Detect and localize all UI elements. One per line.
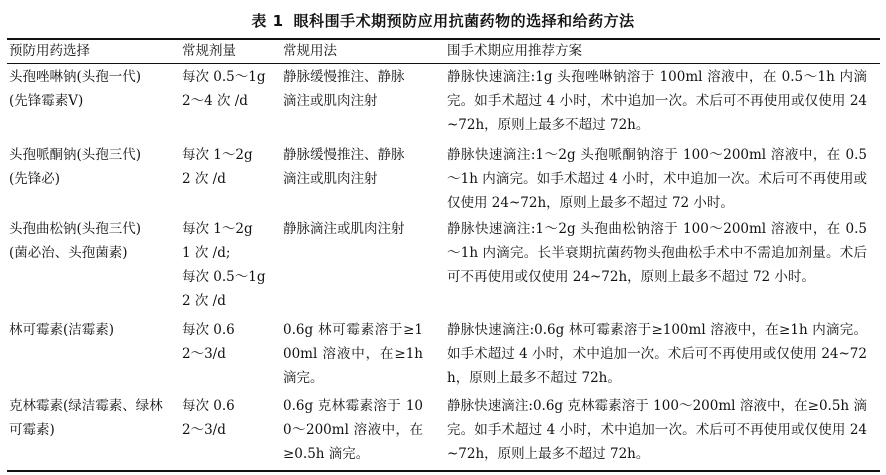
table-caption: 眼科围手术期预防应用抗菌药物的选择和给药方法 <box>293 12 635 30</box>
drug-cell: 头孢曲松钠(头孢三代) (菌必治、头孢菌素) <box>9 221 142 261</box>
table-title <box>0 12 886 30</box>
header-usage: 常规用法 <box>283 43 337 59</box>
header-dose: 常规剂量 <box>182 43 236 59</box>
dose-cell: 每次 1～2g 2 次 /d <box>182 147 253 187</box>
usage-cell: 0.6g 克林霉素溶于 100～200ml 溶液中，在≥0.5h 滴完。 <box>283 398 423 462</box>
header-scheme: 围手术期应用推荐方案 <box>447 43 582 59</box>
dose-cell: 每次 0.6 2～3/d <box>182 322 235 362</box>
dose-cell: 每次 1～2g 1 次 /d; 每次 0.5～1g 2 次 /d <box>182 221 266 309</box>
drug-cell: 克林霉素(绿洁霉素、绿林可霉素) <box>9 398 163 438</box>
dose-cell: 每次 0.6 2～3/d <box>182 398 235 438</box>
scheme-cell: 静脉快速滴注:0.6g 林可霉素溶于≥100ml 溶液中，在≥1h 内滴完。如手术超过 4 小时，术中追加一次。术后可不再使用或仅使用 24~72h，原则上最多不超过 72h。 <box>447 322 867 386</box>
table-header-rule <box>7 63 880 64</box>
drug-cell: 林可霉素(洁霉素) <box>9 322 115 338</box>
scheme-cell: 静脉快速滴注:1～2g 头孢哌酮钠溶于 100～200ml 溶液中，在 0.5～1h 内滴完。如手术超过 4 小时，术中追加一次。术后可不再使用或仅使用 24~72h，原则上最多不超过 72 小时。 <box>447 147 867 211</box>
usage-cell: 静脉缓慢推注、静脉 滴注或肌肉注射 <box>283 147 405 187</box>
scheme-cell: 静脉快速滴注:1g 头孢唑啉钠溶于 100ml 溶液中，在 0.5～1h 内滴完。如手术超过 4 小时，术中追加一次。术后可不再使用或仅使用 24~72h，原则上最多不超过 72h。 <box>447 69 867 133</box>
scheme-cell: 静脉快速滴注:0.6g 克林霉素溶于 100～200ml 溶液中，在≥0.5h 滴完。如手术超过 4 小时，术中追加一次。术后可不再使用或仅使用 24~72h，原则上最多不超过 72h。 <box>447 398 867 462</box>
header-drug: 预防用药选择 <box>9 43 90 59</box>
usage-cell: 0.6g 林可霉素溶于≥100ml 溶液中，在≥1h 滴完。 <box>283 322 423 386</box>
dose-cell: 每次 0.5～1g 2～4 次 /d <box>182 69 266 109</box>
table-bottom-rule <box>7 470 880 472</box>
usage-cell: 静脉缓慢推注、静脉 滴注或肌肉注射 <box>283 69 405 109</box>
scheme-cell: 静脉快速滴注:1～2g 头孢曲松钠溶于 100～200ml 溶液中，在 0.5～1h 内滴完。长半衰期抗菌药物头孢曲松手术中不需追加剂量。术后可不再使用或仅使用 24~72h，原则上最多不超过 72 小时。 <box>447 221 867 285</box>
drug-cell: 头孢唑啉钠(头孢一代) (先锋霉素Ⅴ) <box>9 69 142 109</box>
table-number: 表 1 <box>251 12 284 30</box>
drug-cell: 头孢哌酮钠(头孢三代) (先锋必) <box>9 147 142 187</box>
usage-cell: 静脉滴注或肌肉注射 <box>283 221 405 237</box>
